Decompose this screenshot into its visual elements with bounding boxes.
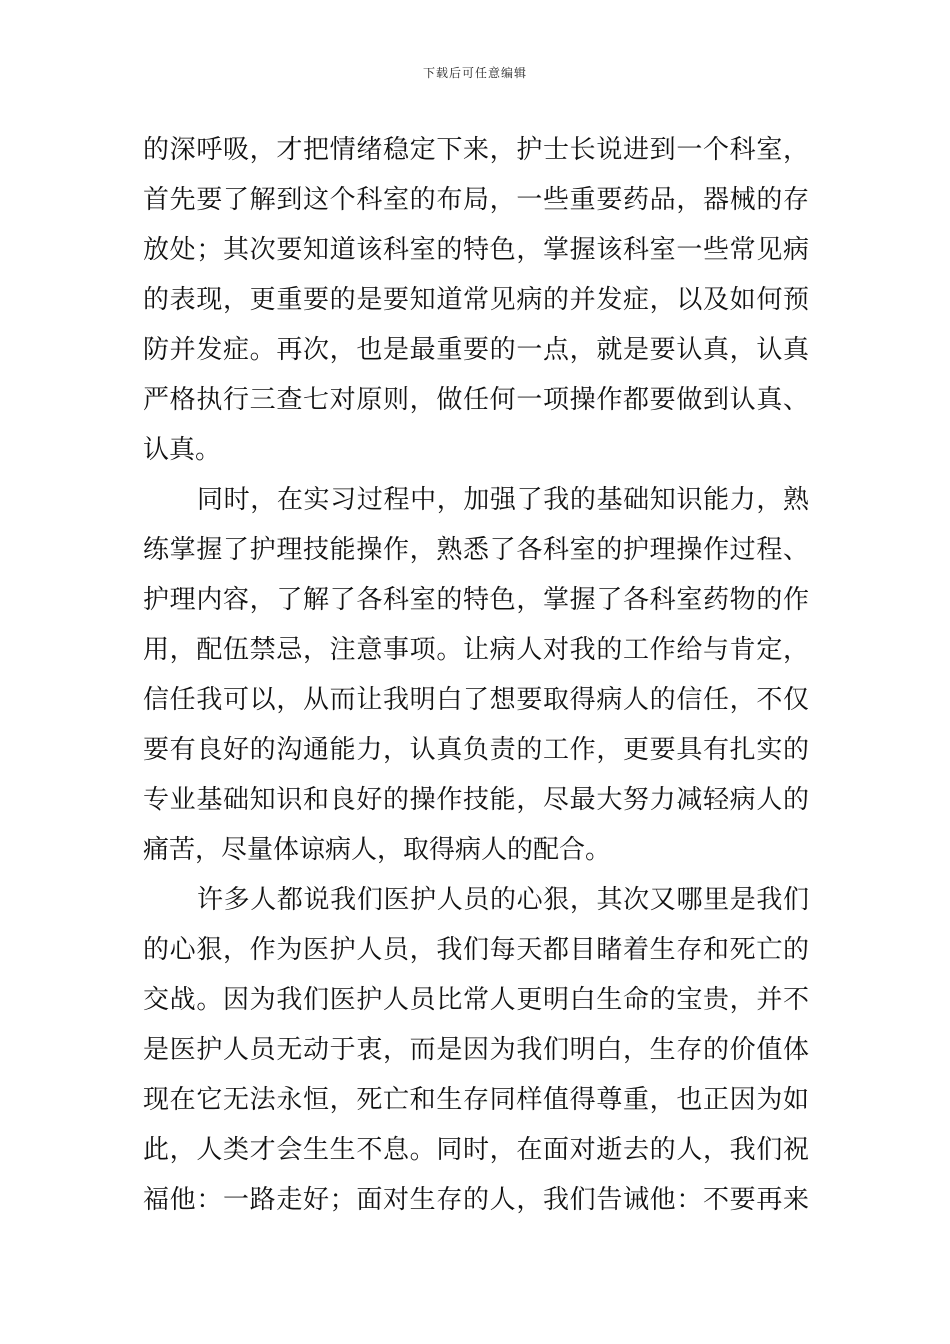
text-line: 交战。因为我们医护人员比常人更明白生命的宝贵，并不 — [143, 985, 809, 1015]
text-line: 护理内容，了解了各科室的特色，掌握了各科室药物的作 — [143, 585, 809, 615]
text-line: 同时，在实习过程中，加强了我的基础知识能力，熟 — [197, 485, 809, 515]
paragraph-1 — [143, 125, 809, 475]
text-line: 痛苦，尽量体谅病人，取得病人的配合。 — [143, 835, 612, 865]
text-line: 信任我可以，从而让我明白了想要取得病人的信任，不仅 — [143, 685, 809, 715]
header-note: 下载后可任意编辑 — [422, 66, 527, 80]
text-line: 严格执行三查七对原则，做任何一项操作都要做到认真、 — [143, 385, 809, 415]
text-line: 是医护人员无动于衷，而是因为我们明白，生存的价值体 — [143, 1035, 809, 1065]
text-line: 专业基础知识和良好的操作技能，尽最大努力减轻病人的 — [143, 785, 809, 815]
paragraph-3 — [143, 875, 809, 1225]
text-line: 练掌握了护理技能操作，熟悉了各科室的护理操作过程、 — [143, 535, 809, 565]
text-line: 防并发症。再次，也是最重要的一点，就是要认真，认真 — [143, 335, 809, 365]
text-line: 许多人都说我们医护人员的心狠，其次又哪里是我们 — [197, 885, 809, 915]
text-line: 首先要了解到这个科室的布局，一些重要药品，器械的存 — [143, 185, 809, 215]
text-line: 的表现，更重要的是要知道常见病的并发症，以及如何预 — [143, 285, 809, 315]
text-line: 此，人类才会生生不息。同时，在面对逝去的人，我们祝 — [143, 1135, 809, 1165]
text-line: 用，配伍禁忌，注意事项。让病人对我的工作给与肯定， — [143, 635, 809, 665]
text-line: 的深呼吸，才把情绪稳定下来，护士长说进到一个科室， — [143, 135, 809, 165]
text-line: 认真。 — [143, 435, 222, 465]
text-line: 福他：一路走好；面对生存的人，我们告诫他：不要再来 — [143, 1185, 809, 1215]
document-body — [143, 125, 809, 1225]
text-line: 的心狠，作为医护人员，我们每天都目睹着生存和死亡的 — [143, 935, 809, 965]
text-line: 要有良好的沟通能力，认真负责的工作，更要具有扎实的 — [143, 735, 809, 765]
paragraph-2 — [143, 475, 809, 875]
text-line: 放处；其次要知道该科室的特色，掌握该科室一些常见病 — [143, 235, 809, 265]
text-line: 现在它无法永恒，死亡和生存同样值得尊重，也正因为如 — [143, 1085, 809, 1115]
